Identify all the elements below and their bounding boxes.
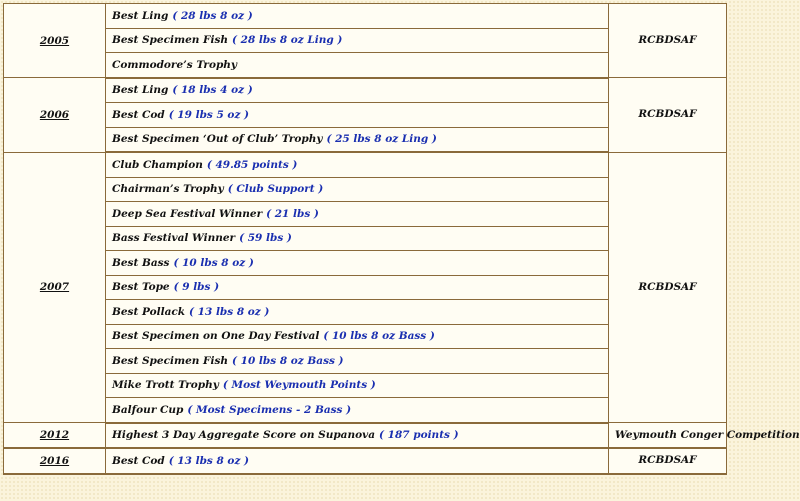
award-cell — [106, 448, 609, 474]
organisation-cell: RCBDSAF — [609, 448, 727, 474]
award-cell — [106, 324, 609, 349]
award-title: Best Specimen Fish — [112, 354, 229, 367]
award-cell — [106, 398, 609, 423]
award-detail: ( Most Specimens - 2 Bass ) — [187, 403, 352, 416]
award-title: Balfour Cup — [112, 403, 184, 416]
award-cell — [106, 300, 609, 325]
table-row — [4, 78, 727, 103]
award-detail: ( 49.85 points ) — [206, 158, 298, 171]
table-row — [4, 4, 727, 29]
award-cell — [106, 275, 609, 300]
award-cell — [106, 53, 609, 78]
award-cell — [106, 226, 609, 251]
year-cell: 2007 — [4, 152, 106, 423]
award-detail: ( 19 lbs 5 oz ) — [168, 108, 250, 121]
award-cell — [106, 251, 609, 276]
awards-table — [3, 3, 800, 475]
award-cell — [106, 349, 609, 374]
year-cell: 2012 — [4, 423, 106, 449]
table-row — [4, 152, 727, 177]
award-title: Best Tope — [112, 281, 170, 294]
award-detail: ( 25 lbs 8 oz Ling ) — [326, 133, 437, 146]
award-cell — [106, 177, 609, 202]
award-title: Commodore’s Trophy — [112, 58, 238, 71]
award-title: Best Specimen Fish — [112, 34, 229, 47]
year-cell: 2006 — [4, 78, 106, 153]
award-cell — [106, 373, 609, 398]
organisation-cell: RCBDSAF — [609, 152, 727, 423]
award-title: Highest 3 Day Aggregate Score on Supanova — [112, 429, 376, 442]
awards-table-body — [4, 4, 800, 474]
organisation-cell: RCBDSAF — [609, 4, 727, 78]
award-detail: ( 59 lbs ) — [239, 232, 292, 245]
award-detail: ( 18 lbs 4 oz ) — [172, 84, 253, 97]
award-title: Club Champion — [112, 158, 203, 171]
award-title: Mike Trott Trophy — [112, 379, 219, 392]
award-cell — [106, 28, 609, 53]
award-cell — [106, 202, 609, 227]
award-cell — [106, 423, 609, 449]
award-title: Best Cod — [112, 454, 165, 467]
award-detail: ( Most Weymouth Points ) — [222, 379, 376, 392]
award-detail: ( 9 lbs ) — [173, 281, 220, 294]
award-title: Best Specimen ‘Out of Club’ Trophy — [112, 133, 323, 146]
award-cell — [106, 127, 609, 152]
award-detail: ( 10 lbs 8 oz Bass ) — [232, 354, 344, 367]
award-title: Best Ling — [112, 84, 169, 97]
award-cell — [106, 4, 609, 29]
award-cell — [106, 78, 609, 103]
award-title: Best Specimen on One Day Festival — [112, 330, 320, 343]
award-title: Bass Festival Winner — [112, 232, 236, 245]
award-detail: ( 28 lbs 8 oz Ling ) — [232, 34, 343, 47]
table-row — [4, 423, 727, 449]
award-title: Deep Sea Festival Winner — [112, 207, 263, 220]
organisation-cell: Weymouth Conger Competition — [609, 423, 727, 449]
year-cell: 2005 — [4, 4, 106, 78]
award-cell — [106, 152, 609, 177]
organisation-cell: RCBDSAF — [609, 78, 727, 153]
award-detail: ( 187 points ) — [379, 429, 459, 442]
award-title: Best Ling — [112, 9, 169, 22]
award-cell — [106, 103, 609, 128]
award-title: Best Bass — [112, 256, 170, 269]
award-detail: ( 28 lbs 8 oz ) — [172, 9, 253, 22]
award-title: Best Cod — [112, 108, 165, 121]
award-detail: ( 13 lbs 8 oz ) — [168, 454, 250, 467]
award-detail: ( 10 lbs 8 oz Bass ) — [323, 330, 435, 343]
award-detail: ( 13 lbs 8 oz ) — [189, 305, 270, 318]
award-title: Chairman’s Trophy — [112, 183, 224, 196]
table-row — [4, 448, 727, 474]
award-detail: ( Club Support ) — [227, 183, 324, 196]
award-detail: ( 10 lbs 8 oz ) — [173, 256, 254, 269]
award-title: Best Pollack — [112, 305, 186, 318]
year-cell: 2016 — [4, 448, 106, 474]
award-detail: ( 21 lbs ) — [266, 207, 319, 220]
